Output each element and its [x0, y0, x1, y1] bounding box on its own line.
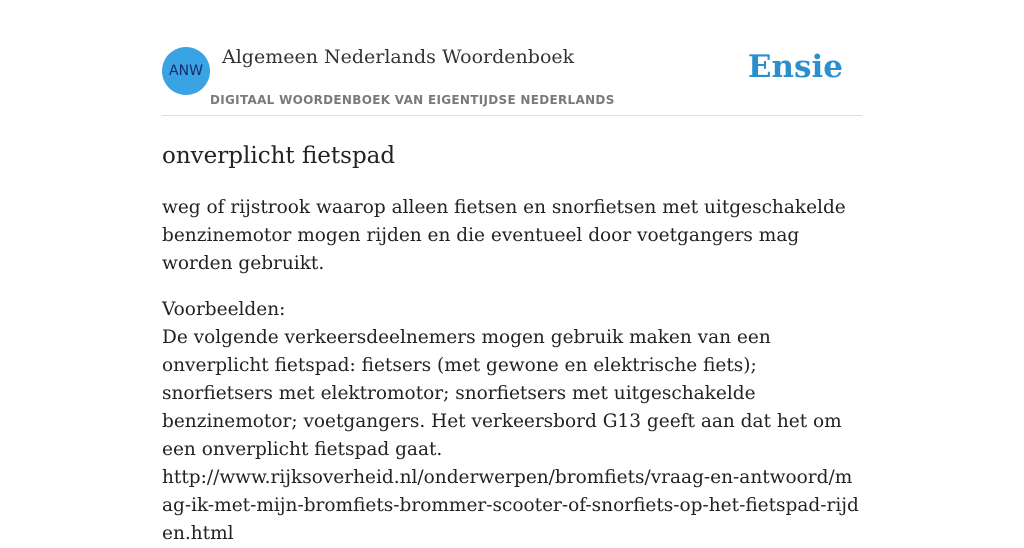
- dictionary-title[interactable]: Algemeen Nederlands Woordenboek: [222, 46, 575, 68]
- dictionary-subtitle: DIGITAAL WOORDENBOEK VAN EIGENTIJDSE NEDERLANDS: [210, 93, 615, 107]
- examples-label: Voorbeelden:: [162, 299, 286, 320]
- ensie-logo[interactable]: Ensie: [747, 49, 843, 85]
- definition-text: weg of rijstrook waarop alleen fietsen en snorfietsen met uitgeschakelde benzinemotor mogen rijden en die eventueel door voetgangers mag worden gebruikt.: [162, 197, 846, 274]
- example-text: De volgende verkeersdeelnemers mogen gebruik maken van een onverplicht fietspad: fietsers (met gewone en elektrische fiets); snorfietsers met elektromotor; snorfietsers met uitgeschakelde benzinemotor; voetgangers. Het verkeersbord G13 geeft aan dat het om een onverplicht fietspad gaat.: [162, 327, 842, 460]
- example-source-link[interactable]: http://www.rijksoverheid.nl/onderwerpen/bromfiets/vraag-en-antwoord/mag-ik-met-mijn-bromfiets-brommer-scooter-of-snorfiets-op-het-fietspad-rijden.html: [162, 467, 859, 544]
- header: [162, 40, 862, 116]
- page-title: onverplicht fietspad: [162, 143, 396, 169]
- anw-logo[interactable]: ANW: [162, 47, 210, 95]
- dictionary-card: [162, 40, 862, 548]
- examples-section: [162, 296, 862, 548]
